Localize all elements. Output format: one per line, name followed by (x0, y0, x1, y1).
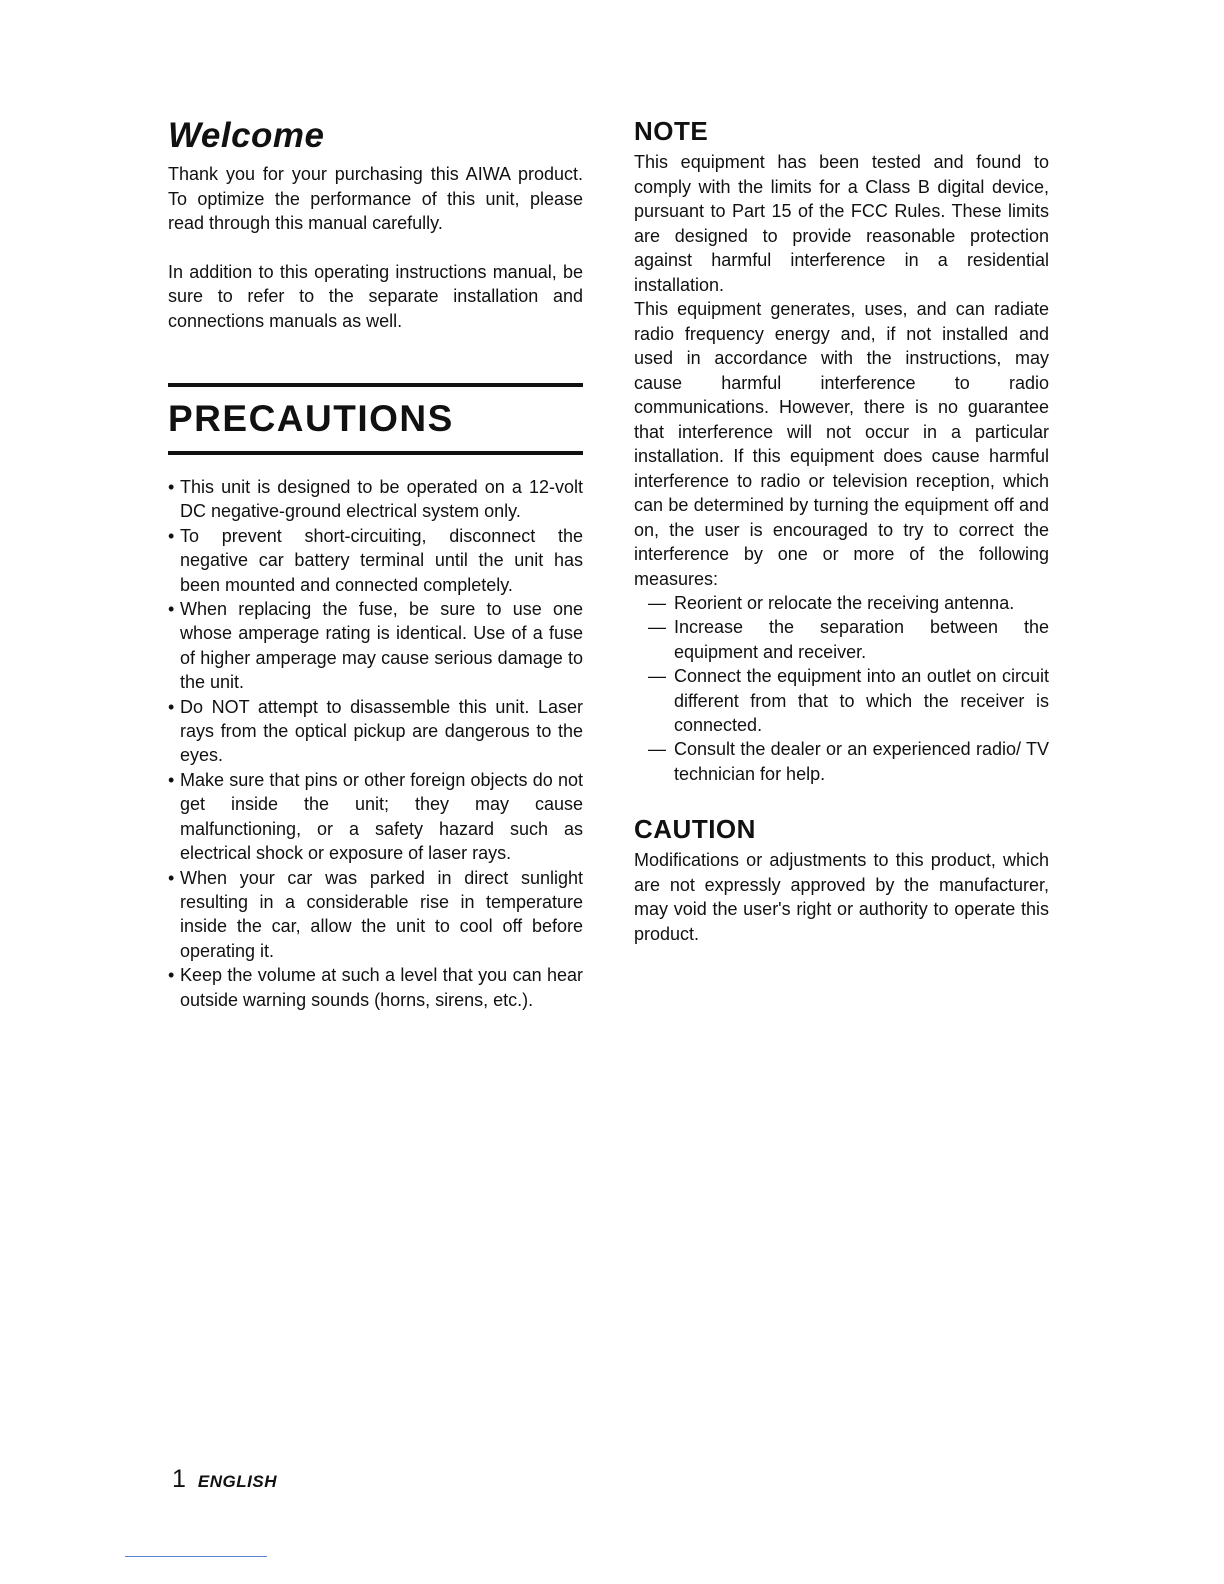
dash-icon: — (648, 666, 666, 687)
bullet-icon: • (168, 696, 175, 717)
dash-icon: — (648, 593, 666, 613)
welcome-title: Welcome (168, 116, 325, 155)
bullet-icon: • (168, 965, 175, 986)
right-column (634, 110, 1049, 946)
list-item: • When replacing the fuse, be sure to use one whose amperage rating is identical. Use of a fuse of higher amperage may cause serious damage to the unit. (168, 599, 583, 693)
list-item: — Increase the separation between the equipment and receiver. (648, 617, 1049, 662)
bullet-icon: • (168, 525, 175, 546)
list-item: • To prevent short-circuiting, disconnect the negative car battery terminal until the unit has been mounted and connected completely. (168, 525, 583, 595)
note-paragraph-1: This equipment has been tested and found to comply with the limits for a Class B digital device, pursuant to Part 15 of the FCC Rules. These limits are designed to provide reasonable protection against harmful interference in a residential installation. (634, 152, 1049, 295)
welcome-paragraph-1: Thank you for your purchasing this AIWA product. To optimize the performance of this unit, please read through this manual carefully. (168, 164, 583, 233)
bullet-icon: • (168, 867, 175, 888)
precautions-section (168, 383, 583, 1012)
note-paragraph-2: This equipment generates, uses, and can radiate radio frequency energy and, if not installed and used in accordance with the instructions, may cause harmful interference to radio communications. However, there is no guarantee that interference will not occur in a particular installation. If this equipment does cause harmful interference to radio or television reception, which can be determined by turning the equipment off and on, the user is encouraged to try to correct the interference by one or more of the following measures: (634, 299, 1049, 589)
caution-section (634, 812, 1049, 946)
list-item: • When your car was parked in direct sunlight resulting in a considerable rise in temperature inside the car, allow the unit to cool off before operating it. (168, 867, 583, 961)
bullet-icon: • (168, 599, 175, 620)
note-title: NOTE (634, 116, 709, 146)
list-item: — Connect the equipment into an outlet on circuit different from that to which the receiver is connected. (648, 666, 1049, 736)
dash-icon: — (648, 739, 666, 760)
list-item: • This unit is designed to be operated on a 12-volt DC negative-ground electrical system only. (168, 477, 583, 522)
list-item: • Make sure that pins or other foreign objects do not get inside the unit; they may cause malfunctioning, or a safety hazard such as electrical shock or exposure of laser rays. (168, 769, 583, 864)
list-item: — Reorient or relocate the receiving antenna. (648, 591, 1049, 615)
bottom-divider (125, 1556, 267, 1557)
list-item: • Keep the volume at such a level that you can hear outside warning sounds (horns, sirens, etc.). (168, 965, 583, 1010)
precautions-top-rule (168, 383, 583, 387)
dash-icon: — (648, 617, 666, 638)
precautions-list (168, 475, 583, 1012)
welcome-paragraph-2: In addition to this operating instructions manual, be sure to refer to the separate installation and connections manuals as well. (168, 261, 583, 331)
language-label: ENGLISH (197, 1472, 277, 1491)
caution-title: CAUTION (634, 814, 756, 845)
precautions-bottom-rule (168, 451, 583, 455)
left-column (168, 110, 583, 1012)
bullet-icon: • (168, 477, 175, 497)
list-item: — Consult the dealer or an experienced radio/ TV technician for help. (648, 739, 1049, 784)
caution-text: Modifications or adjustments to this product, which are not expressly approved by the manufacturer, may void the user's right or authority to operate this product. (634, 850, 1049, 944)
page-number: 1 (172, 1465, 186, 1493)
precautions-title: PRECAUTIONS (168, 398, 454, 439)
bullet-icon: • (168, 769, 175, 790)
page-footer (172, 1465, 277, 1494)
measures-list (634, 591, 1049, 786)
list-item: • Do NOT attempt to disassemble this unit. Laser rays from the optical pickup are dangerous to the eyes. (168, 696, 583, 766)
